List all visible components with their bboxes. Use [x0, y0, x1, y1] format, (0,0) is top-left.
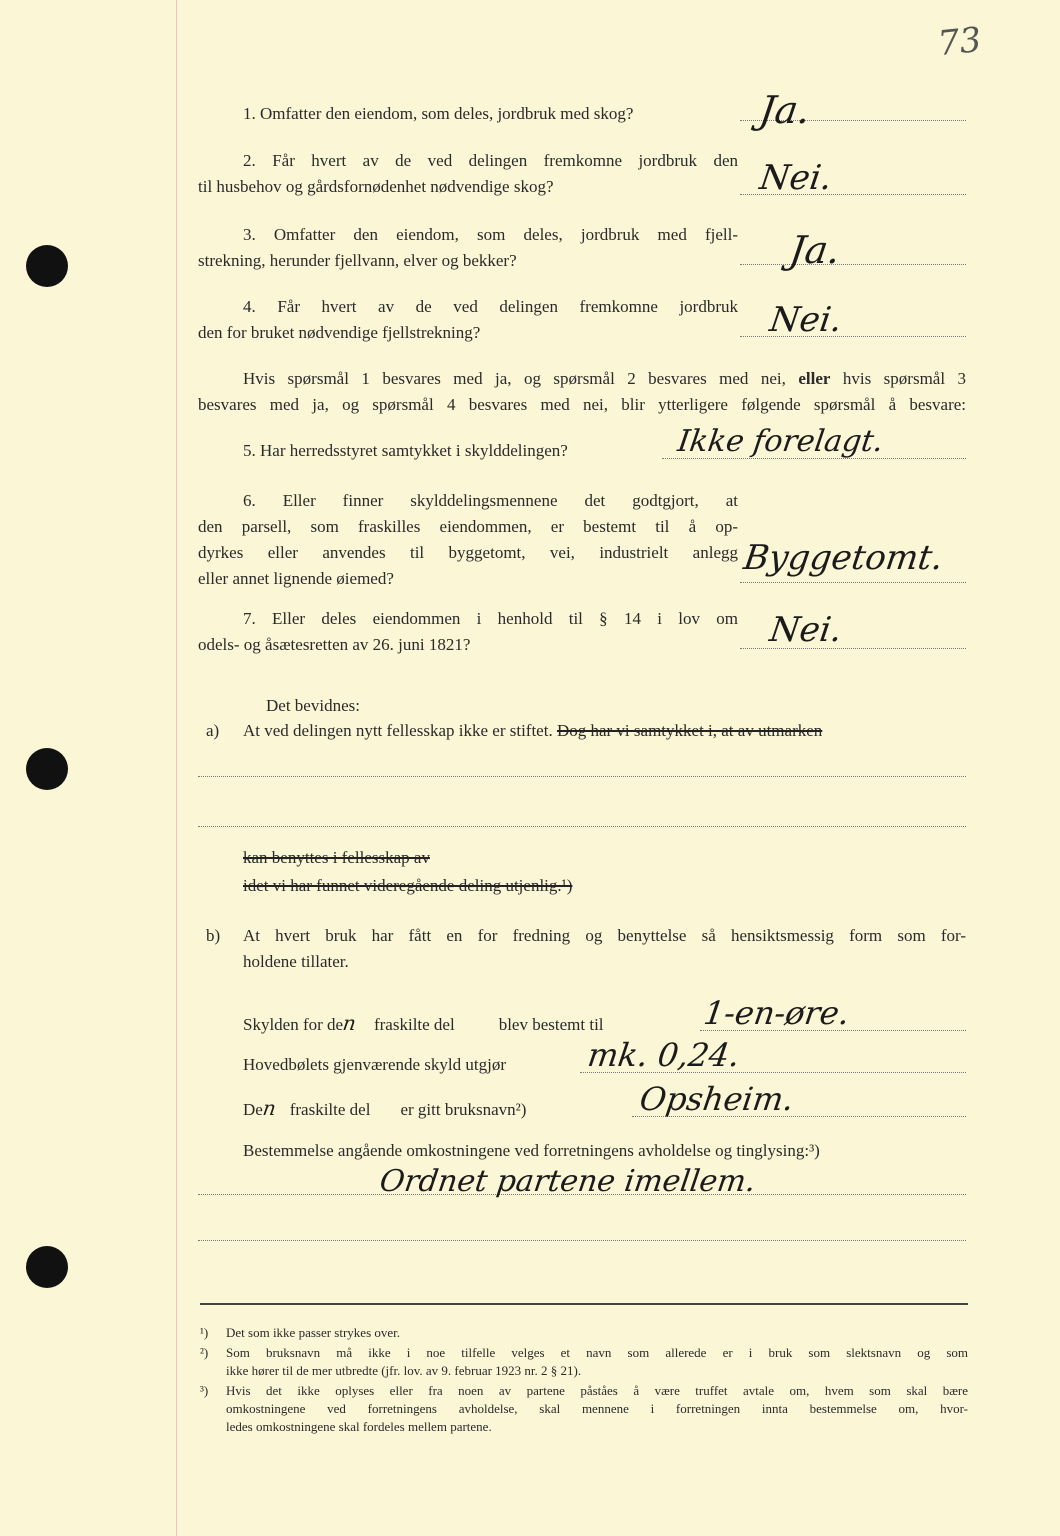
- footnote-rule: [200, 1303, 968, 1305]
- navn-value: Opsheim.: [637, 1080, 797, 1118]
- margin-line: [176, 0, 177, 1536]
- punch-hole: [26, 245, 68, 287]
- question-6-line-1: 6. Eller finner skylddelingsmennene det godtgjort, at: [243, 491, 738, 510]
- struck-line-2: idet vi har funnet videregående deling utjenlig.¹): [243, 876, 573, 895]
- question-7-text: [198, 606, 738, 658]
- hoved-value: mk. 0,24.: [585, 1036, 743, 1074]
- item-b-line-2: holdene tillater.: [243, 952, 349, 971]
- question-2-answer: Nei.: [757, 158, 835, 198]
- question-6-text: [198, 488, 738, 592]
- item-b-text: [243, 923, 966, 975]
- punch-hole: [26, 1246, 68, 1288]
- question-3-text: [198, 222, 738, 274]
- footnote-3-marker: ³): [200, 1383, 209, 1398]
- bestemmelse-value: Ordnet partene imellem.: [377, 1164, 758, 1199]
- conditional-intro: [198, 366, 966, 418]
- navn-text-c: er gitt bruksnavn²): [400, 1100, 527, 1119]
- skyld-text-a: Skylden for de: [243, 1015, 344, 1034]
- skyld-text-c: blev bestemt til: [498, 1015, 604, 1034]
- footnote-3-line-2: omkostningene ved forretningens avholdelse, skal mennene i forretningen innta bestemmelse om, hvor-: [226, 1401, 968, 1416]
- footnote-1-marker: ¹): [200, 1325, 209, 1340]
- conditional-intro-line-2: besvares med ja, og spørsmål 4 besvares med nei, blir ytterligere følgende spørsmål å besvare:: [198, 395, 966, 414]
- footnote-1-line-1: Det som ikke passer strykes over.: [226, 1325, 401, 1340]
- item-a-text: [243, 717, 822, 745]
- item-a-statement: At ved delingen nytt fellesskap ikke er stiftet.: [243, 721, 553, 740]
- struck-line-1: kan benyttes i fellesskap av: [243, 848, 430, 867]
- blank-line: [198, 826, 966, 827]
- footnote-2-marker: ²): [200, 1345, 209, 1360]
- question-7-answer: Nei.: [767, 610, 845, 650]
- skyld-value: 1-en-øre.: [701, 994, 852, 1032]
- footnote-2: [200, 1344, 968, 1380]
- question-6-answer: Byggetomt.: [741, 538, 946, 578]
- answer-line: [740, 264, 966, 265]
- item-b-label: b): [206, 926, 221, 945]
- question-1-text: 1. Omfatter den eiendom, som deles, jordbruk med skog?: [243, 104, 634, 123]
- intro-text-b: hvis spørsmål 3: [842, 369, 966, 388]
- question-1-answer: Ja.: [756, 88, 814, 132]
- question-4-line-2: den for bruket nødvendige fjellstrekning?: [198, 323, 481, 342]
- navn-label: [243, 1094, 526, 1124]
- question-6-line-4: eller annet lignende øiemed?: [198, 569, 394, 588]
- intro-bold-eller: eller: [798, 369, 831, 388]
- question-4-line-1: 4. Får hvert av de ved delingen fremkomne jordbruk: [243, 297, 738, 316]
- question-4-text: [198, 294, 738, 346]
- skyld-label: [243, 1009, 604, 1039]
- question-3-answer: Ja.: [786, 228, 844, 272]
- item-a-label: a): [206, 721, 220, 740]
- punch-hole: [26, 748, 68, 790]
- certification-heading: Det bevidnes:: [266, 696, 360, 715]
- question-4-answer: Nei.: [767, 300, 845, 340]
- question-6-line-3: dyrkes eller anvendes til byggetomt, vei, industrielt anlegg: [198, 543, 738, 562]
- skyld-text-b: fraskilte del: [373, 1015, 455, 1034]
- question-5-answer: Ikke forelagt.: [675, 424, 886, 459]
- answer-line: [740, 582, 966, 583]
- item-a-struck-text: Dog har vi samtykket i, at av utmarken: [556, 721, 823, 740]
- navn-handwritten-suffix: n: [261, 1096, 278, 1120]
- navn-text-b: fraskilte del: [289, 1100, 371, 1119]
- question-7-line-1: 7. Eller deles eiendommen i henhold til § 14 i lov om: [243, 609, 738, 628]
- bestemmelse-line-2: [198, 1240, 966, 1241]
- question-2-text: [198, 148, 738, 200]
- question-3-line-1: 3. Omfatter den eiendom, som deles, jordbruk med fjell-: [243, 225, 738, 244]
- blank-line: [198, 776, 966, 777]
- question-5-text: 5. Har herredsstyret samtykket i skylddelingen?: [243, 441, 568, 460]
- footnote-3: [200, 1382, 968, 1436]
- hoved-label: Hovedbølets gjenværende skyld utgjør: [243, 1055, 506, 1074]
- intro-text-a: Hvis spørsmål 1 besvares med ja, og spørsmål 2 besvares med nei,: [243, 369, 786, 388]
- footnote-3-line-3: ledes omkostningene skal fordeles mellem partene.: [226, 1419, 492, 1434]
- navn-text-a: De: [243, 1100, 263, 1119]
- page-number: 73: [936, 19, 984, 65]
- footnote-2-line-1: Som bruksnavn må ikke i noe tilfelle velges et navn som allerede er i bruk som slektsnavn og som: [226, 1345, 968, 1360]
- question-2-line-2: til husbehov og gårdsfornødenhet nødvendige skog?: [198, 177, 554, 196]
- footnote-1: [200, 1324, 968, 1342]
- item-b-line-1: At hvert bruk har fått en for fredning og benyttelse så hensiktsmessig form som for-: [243, 926, 966, 945]
- conditional-intro-line-1: [198, 366, 966, 392]
- question-6-line-2: den parsell, som fraskilles eiendommen, er bestemt til å op-: [198, 517, 738, 536]
- bestemmelse-label: Bestemmelse angående omkostningene ved forretningens avholdelse og tinglysing:³): [243, 1141, 820, 1160]
- footnote-3-line-1: Hvis det ikke oplyses eller fra noen av partene påståes å være truffet avtale om, hvem som skal bære: [226, 1383, 968, 1398]
- question-2-line-1: 2. Får hvert av de ved delingen fremkomne jordbruk den: [243, 151, 738, 170]
- footnote-2-line-2: ikke hører til de mer utbredte (jfr. lov. av 9. februar 1923 nr. 2 § 21).: [226, 1363, 582, 1378]
- question-3-line-2: strekning, herunder fjellvann, elver og bekker?: [198, 251, 517, 270]
- skyld-handwritten-suffix: n: [341, 1011, 358, 1035]
- question-7-line-2: odels- og åsætesretten av 26. juni 1821?: [198, 635, 471, 654]
